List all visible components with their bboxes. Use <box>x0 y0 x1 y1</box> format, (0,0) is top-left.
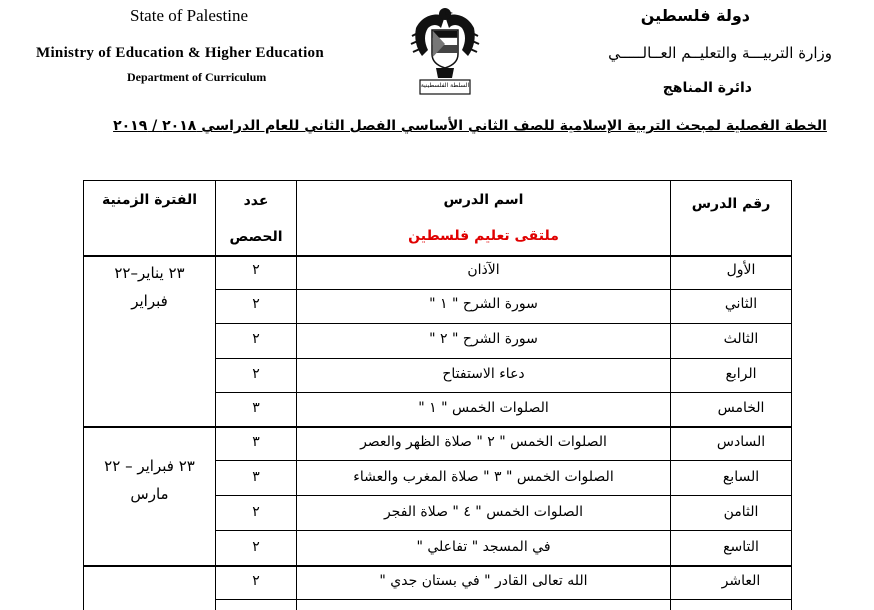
en-ministry-name: Ministry of Education & Higher Education <box>36 45 324 61</box>
periods-cell: ٣ <box>252 434 260 450</box>
lesson-name-cell: الصلوات الخمس " ٢ " صلاة الظهر والعصر <box>360 434 607 450</box>
lesson-name-cell: في المسجد " تفاعلي " <box>416 539 551 555</box>
lesson-name-cell: سورة الشرح " ١ " <box>429 296 538 312</box>
lesson-number-cell: التاسع <box>723 539 759 555</box>
periods-cell: ٢ <box>252 262 260 278</box>
lesson-number-cell: السابع <box>722 469 760 485</box>
header-lesson-number: رقم الدرس <box>691 196 771 212</box>
lesson-number-cell: الثاني <box>724 296 758 312</box>
periods-cell: ٢ <box>252 366 260 382</box>
header-periods-line1: عدد <box>243 193 269 209</box>
lesson-name-cell: دعاء الاستفتاح <box>442 366 525 382</box>
header-time-period: الفترة الزمنية <box>101 192 198 208</box>
time-period-line: مارس <box>130 485 169 503</box>
periods-cell: ٢ <box>252 539 260 555</box>
header-lesson-name: اسم الدرس <box>443 192 524 208</box>
lesson-number-cell: الأول <box>726 262 756 278</box>
ar-department-name: دائرة المناهج <box>662 80 752 96</box>
time-period-group-1 <box>84 259 215 315</box>
periods-cell: ٢ <box>252 573 260 589</box>
ar-ministry-name: وزارة التربيـــة والتعليــم العــالـــــي <box>608 44 832 62</box>
en-department-name: Department of Curriculum <box>127 70 267 84</box>
periods-cell: ٢ <box>252 504 260 520</box>
lesson-number-cell: الخامس <box>717 400 765 416</box>
time-period-line: ٢٣ يناير–٢٢ <box>114 264 185 282</box>
ar-state-name: دولة فلسطين <box>640 6 750 25</box>
lesson-number-cell: الثامن <box>723 504 759 520</box>
lesson-number-cell: الرابع <box>725 366 757 382</box>
lesson-name-cell: الصلوات الخمس " ٤ " صلاة الفجر <box>383 504 584 520</box>
lesson-name-cell: الله تعالى القادر " في بستان جدي " <box>379 573 588 589</box>
lesson-name-cell: الصلوات الخمس " ١ " <box>418 400 549 416</box>
time-period-line: ٢٣ فبراير – ٢٢ <box>104 457 195 475</box>
lesson-number-cell: الثالث <box>723 331 759 347</box>
lesson-name-cell: سورة الشرح " ٢ " <box>429 331 538 347</box>
lesson-name-cell: الصلوات الخمس " ٣ " صلاة المغرب والعشاء <box>353 469 614 485</box>
lesson-name-cell: الآذان <box>467 262 500 278</box>
emblem-caption: السلطة الفلسطينية <box>420 82 470 89</box>
lesson-number-cell: السادس <box>716 434 766 450</box>
header-periods-line2: الحصص <box>229 229 283 245</box>
time-period-line: فبراير <box>131 292 168 310</box>
time-period-group-2 <box>84 452 215 508</box>
plan-title: الخطة الفصلية لمبحث التربية الإسلامية للصف الثاني الأساسي الفصل الثاني للعام الدراسي ٢٠١٨ / ٢٠١٩ <box>113 118 827 134</box>
periods-cell: ٣ <box>252 469 260 485</box>
en-state-name: State of Palestine <box>130 6 249 25</box>
periods-cell: ٣ <box>252 400 260 416</box>
watermark-text: ملتقى تعليم فلسطين <box>408 228 559 244</box>
lesson-number-cell: العاشر <box>721 573 761 589</box>
periods-cell: ٢ <box>252 296 260 312</box>
palestine-emblem-icon <box>408 2 482 100</box>
periods-cell: ٢ <box>252 331 260 347</box>
